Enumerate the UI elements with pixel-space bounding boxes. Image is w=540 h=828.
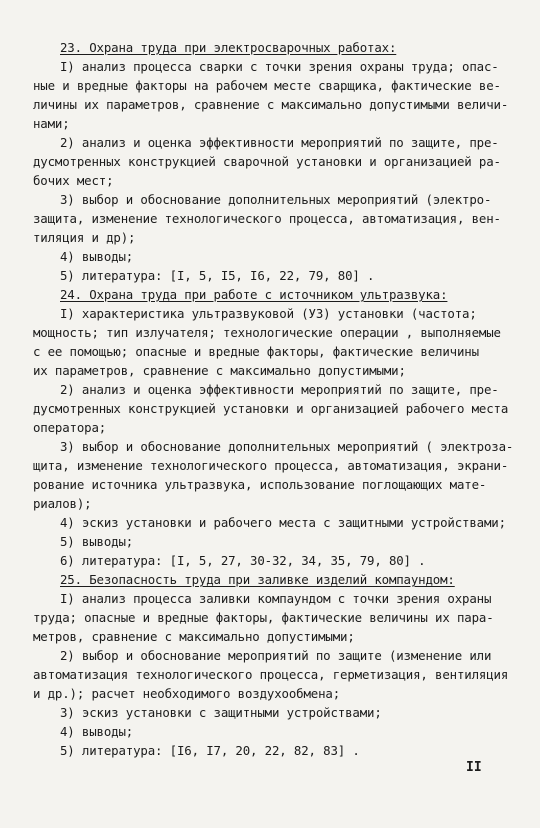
text-line: I) анализ процесса сварки с точки зрения охраны труда; опас- [60, 59, 499, 74]
heading-section-24: 24. Охрана труда при работе с источником ультразвука: [60, 287, 448, 302]
text-line: 5) выводы; [60, 534, 134, 549]
text-line: 3) выбор и обоснование дополнительных мероприятий ( электроза- [60, 439, 514, 454]
text-line: нами; [33, 116, 70, 131]
page-number: II [466, 760, 482, 775]
text-line: 2) выбор и обоснование мероприятий по защите (изменение или [60, 648, 492, 663]
text-line: 5) литература: [I6, I7, 20, 22, 82, 83] . [60, 743, 360, 758]
text-line: дусмотренных конструкцией установки и организацией рабочего места [33, 401, 509, 416]
text-line: тиляция и др); [33, 230, 136, 245]
text-line: 4) эскиз установки и рабочего места с защитными устройствами; [60, 515, 506, 530]
text-line: дусмотренных конструкцией сварочной установки и организацией ра- [33, 154, 501, 169]
text-line: риалов); [33, 496, 92, 511]
text-line: 3) выбор и обоснование дополнительных мероприятий (электро- [60, 192, 492, 207]
text-line: 6) литература: [I, 5, 27, 30-32, 34, 35, 79, 80] . [60, 553, 426, 568]
heading-section-25: 25. Безопасность труда при заливке изделий компаундом: [60, 572, 455, 587]
text-line: метров, сравнение с максимально допустимыми; [33, 629, 355, 644]
text-line: I) анализ процесса заливки компаундом с точки зрения охраны [60, 591, 492, 606]
text-line: оператора; [33, 420, 107, 435]
text-line: труда; опасные и вредные факторы, фактические величины их пара- [33, 610, 494, 625]
text-line: автоматизация технологического процесса, герметизация, вентиляция [33, 667, 509, 682]
text-line: 5) литература: [I, 5, I5, I6, 22, 79, 80] . [60, 268, 375, 283]
text-line: бочих мест; [33, 173, 114, 188]
text-line: 4) выводы; [60, 249, 134, 264]
text-line: рование источника ультразвука, использование поглощающих мате- [33, 477, 487, 492]
text-line: мощность; тип излучателя; технологические операции , выполняемые [33, 325, 501, 340]
text-line: 3) эскиз установки с защитными устройствами; [60, 705, 382, 720]
text-line: и др.); расчет необходимого воздухообмена; [33, 686, 341, 701]
heading-section-23: 23. Охрана труда при электросварочных работах: [60, 40, 397, 55]
text-line: щита, изменение технологического процесса, автоматизация, экрани- [33, 458, 509, 473]
text-line: ные и вредные факторы на рабочем месте сварщика, фактические ве- [33, 78, 501, 93]
text-line: 2) анализ и оценка эффективности мероприятий по защите, пре- [60, 135, 499, 150]
text-line: I) характеристика ультразвуковой (УЗ) установки (частота; [60, 306, 477, 321]
text-line: с ее помощью; опасные и вредные факторы, фактические величины [33, 344, 479, 359]
text-line: личины их параметров, сравнение с максимально допустимыми величи- [33, 97, 509, 112]
text-line: их параметров, сравнение с максимально допустимыми; [33, 363, 406, 378]
text-line: 2) анализ и оценка эффективности мероприятий по защите, пре- [60, 382, 499, 397]
text-line: защита, изменение технологического процесса, автоматизация, вен- [33, 211, 501, 226]
text-line: 4) выводы; [60, 724, 134, 739]
